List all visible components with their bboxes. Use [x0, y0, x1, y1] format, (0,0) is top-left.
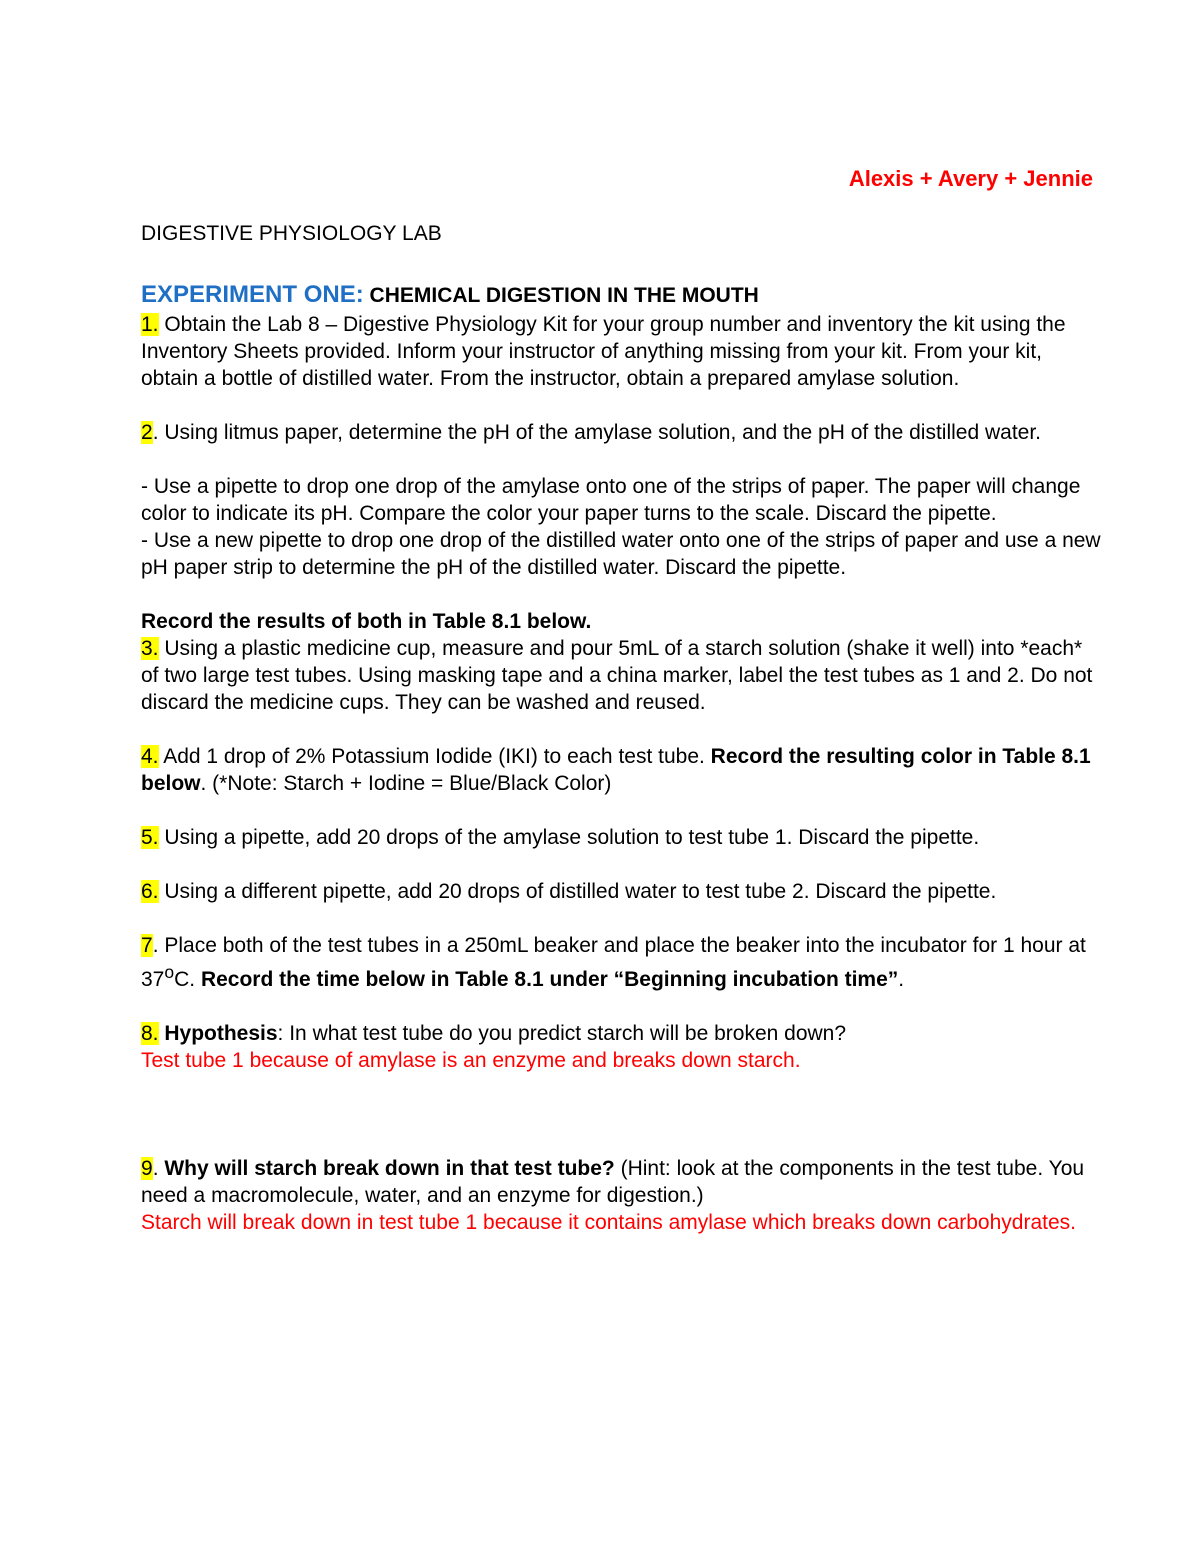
step-7	[141, 932, 1101, 993]
degree-superscript: o	[164, 962, 175, 982]
step-text: . Using litmus paper, determine the pH of the amylase solution, and the pH of the distilled water.	[152, 421, 1042, 444]
step-4	[141, 743, 1101, 797]
authors: Alexis + Avery + Jennie	[848, 166, 1093, 191]
step-5	[141, 824, 1101, 851]
step-text: Using a different pipette, add 20 drops of distilled water to test tube 2. Discard the pipette.	[158, 880, 997, 903]
step-bold-text: Hypothesis	[158, 1022, 278, 1045]
step-text: Using a pipette, add 20 drops of the amylase solution to test tube 1. Discard the pipette.	[158, 826, 980, 849]
step-2-bullet-2: - Use a new pipette to drop one drop of the distilled water onto one of the strips of paper and use a new pH paper strip to determine the pH of the distilled water. Discard the pipette.	[141, 529, 1101, 579]
experiment-heading	[141, 280, 1101, 311]
step-bold-text: Record the time below in Table 8.1 under “Beginning incubation time”	[200, 968, 899, 991]
lab-title: DIGESTIVE PHYSIOLOGY LAB	[141, 222, 442, 245]
step-1	[141, 311, 1101, 392]
step-bold-text: Record the resulting color in Table 8.1 below	[141, 745, 1091, 795]
step-text: Add 1 drop of 2% Potassium Iodide (IKI) to each test tube.	[158, 745, 711, 768]
experiment-title: CHEMICAL DIGESTION IN THE MOUTH	[369, 284, 759, 307]
step-number: 4.	[141, 745, 159, 768]
step-text: Obtain the Lab 8 – Digestive Physiology Kit for your group number and inventory the kit using the Inventory Sheets provided. Inform your instructor of anything missing from your kit. From your kit, obtain a bottle of distilled water. From the instructor, obtain a prepared amylase solution.	[141, 313, 1066, 390]
step-number: 1.	[141, 313, 159, 336]
step-number: 7	[141, 934, 153, 957]
document-body	[141, 280, 1101, 1236]
step-number: 3.	[141, 637, 159, 660]
step-3	[141, 635, 1101, 716]
step-8-answer: Test tube 1 because of amylase is an enzyme and breaks down starch.	[141, 1049, 801, 1072]
step-text: : In what test tube do you predict starch will be broken down?	[277, 1022, 847, 1045]
step-number: 9	[141, 1157, 153, 1180]
step-text: . Place both of the test tubes in a 250mL beaker and place the beaker into the incubator for 1 hour at 37	[141, 934, 1086, 991]
step-9-answer: Starch will break down in test tube 1 because it contains amylase which breaks down carbohydrates.	[141, 1211, 1076, 1234]
step-text: (Hint: look at the components in the test tube. You need a macromolecule, water, and an enzyme for digestion.)	[141, 1157, 1085, 1207]
step-text: Using a plastic medicine cup, measure and pour 5mL of a starch solution (shake it well) into *each* of two large test tubes. Using masking tape and a china marker, label the test tubes as 1 and 2. Do not discard the medicine cups. They can be washed and reused.	[141, 637, 1093, 714]
step-tail: .	[898, 968, 905, 991]
step-number: 5.	[141, 826, 159, 849]
step-9	[141, 1155, 1101, 1209]
experiment-label: EXPERIMENT ONE:	[141, 281, 364, 308]
step-number: 6.	[141, 880, 159, 903]
step-number: 2	[141, 421, 153, 444]
step-8	[141, 1020, 1101, 1047]
step-2-bullet-1: - Use a pipette to drop one drop of the amylase onto one of the strips of paper. The paper will change color to indicate its pH. Compare the color your paper turns to the scale. Discard the pipette.	[141, 475, 1081, 525]
step-text-pre: .	[152, 1157, 165, 1180]
step-text-2: C.	[174, 968, 201, 991]
step-tail: . (*Note: Starch + Iodine = Blue/Black Color)	[200, 772, 612, 795]
step-2	[141, 419, 1101, 446]
step-bold-text: Why will starch break down in that test tube?	[164, 1157, 615, 1180]
step-number: 8.	[141, 1022, 159, 1045]
record-note: Record the results of both in Table 8.1 below.	[141, 610, 592, 633]
step-6	[141, 878, 1101, 905]
